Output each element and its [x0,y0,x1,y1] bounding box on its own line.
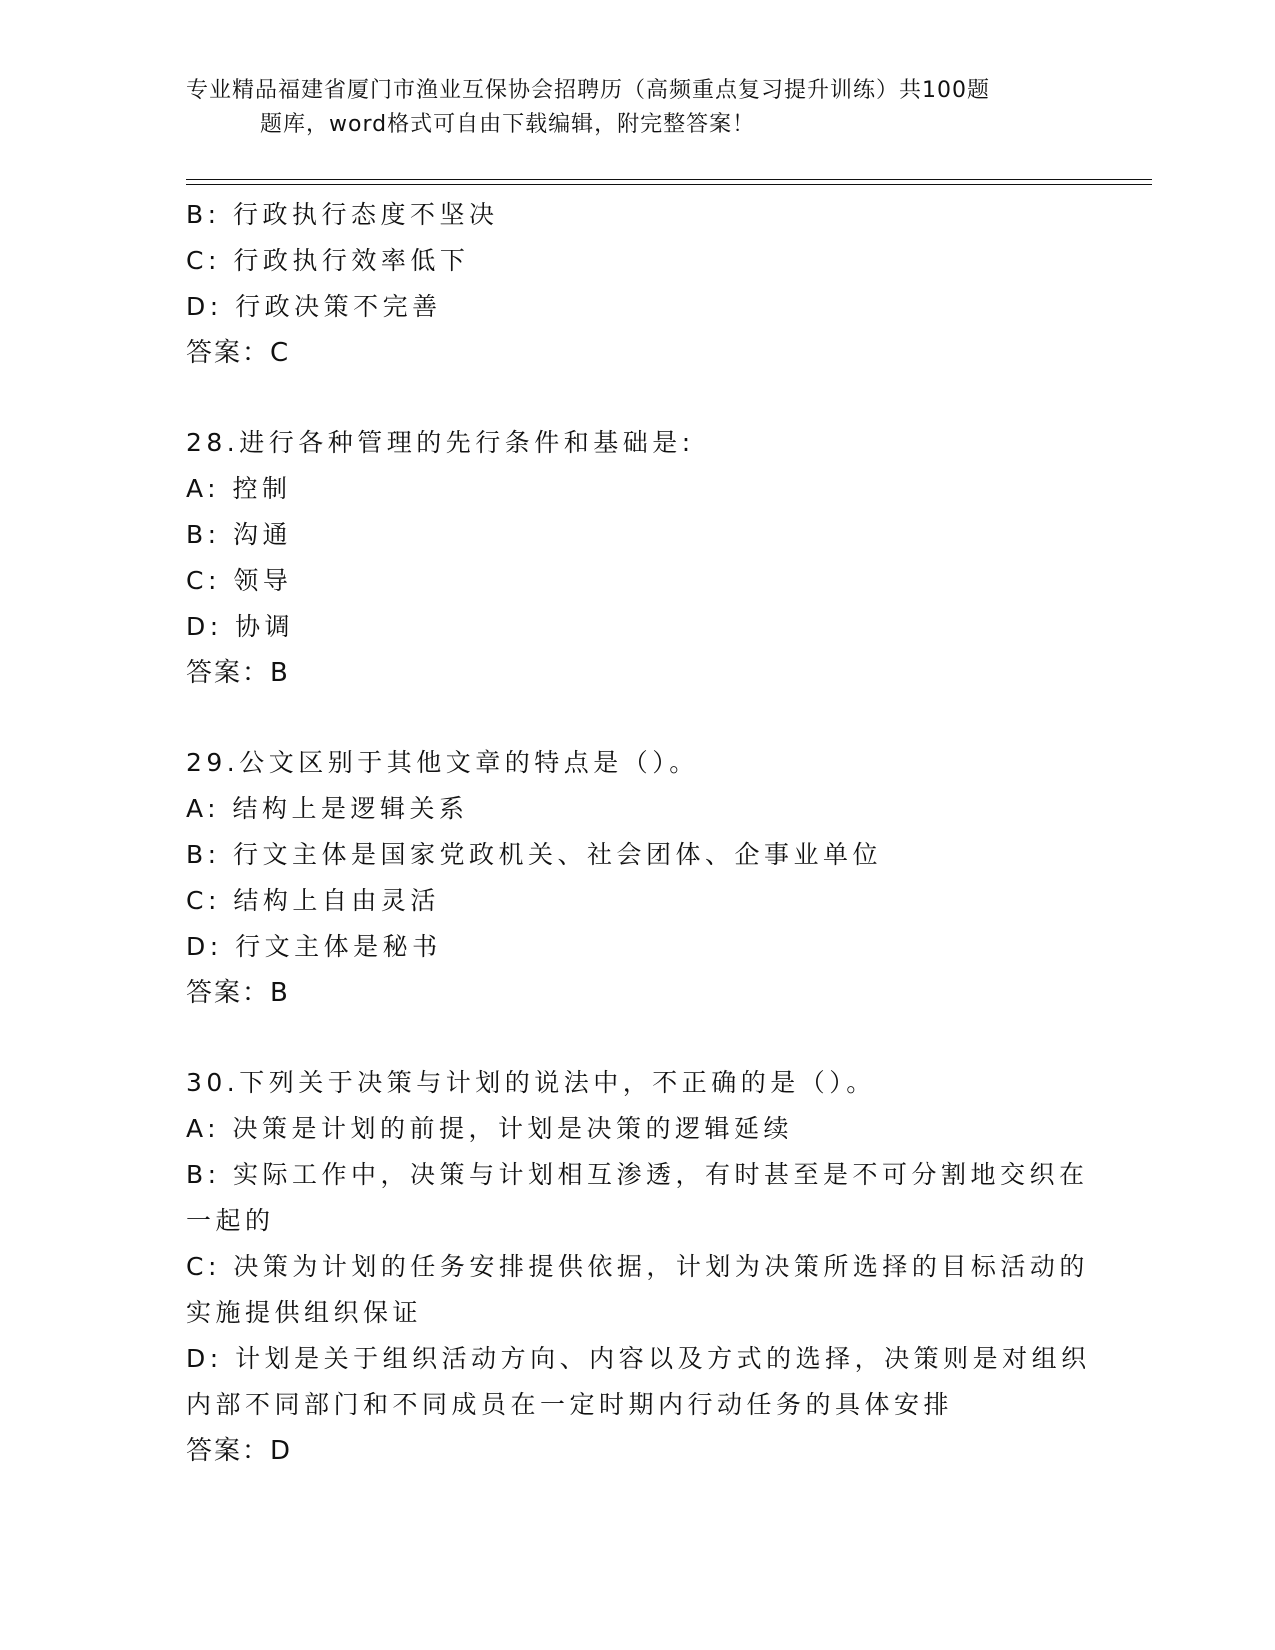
option-d: D: 行文主体是秘书 [186,932,442,961]
option-c: C: 决策为计划的任务安排提供依据，计划为决策所选择的目标活动的 [186,1252,1089,1281]
option-d-continued: 内部不同部门和不同成员在一定时期内行动任务的具体安排 [186,1390,954,1419]
option-d: D: 计划是关于组织活动方向、内容以及方式的选择，决策则是对组织 [186,1344,1091,1373]
option-c: C: 领导 [186,566,293,595]
spacer [186,696,1086,740]
option-b: B: 实际工作中，决策与计划相互渗透，有时甚至是不可分割地交织在 [186,1160,1089,1189]
option-d: D: 协调 [186,612,295,641]
question-29 [186,740,1086,1016]
option-b: B: 行文主体是国家党政机关、社会团体、企事业单位 [186,840,883,869]
answer: 答案：D [186,1436,293,1466]
option-d: D: 行政决策不完善 [186,292,442,321]
option-a: A: 结构上是逻辑关系 [186,794,469,823]
page-header [186,74,1066,142]
option-c: C: 行政执行效率低下 [186,246,470,275]
answer: 答案：C [186,338,291,368]
question-list [186,192,1091,1474]
question-30 [186,1060,1091,1474]
header-divider-bottom [186,184,1152,185]
answer: 答案：B [186,978,290,1008]
spacer [186,376,1086,420]
question-28 [186,420,1086,696]
question-text: 28.进行各种管理的先行条件和基础是: [186,428,695,457]
option-c-continued: 实施提供组织保证 [186,1298,423,1327]
header-divider-top [186,179,1152,180]
question-text: 30.下列关于决策与计划的说法中，不正确的是（）。 [186,1068,876,1097]
question-27-tail [186,192,1086,376]
header-line-2: 题库，word格式可自由下载编辑，附完整答案！ [260,112,756,137]
option-b: B: 沟通 [186,520,293,549]
option-b-continued: 一起的 [186,1206,275,1235]
option-a: A: 决策是计划的前提，计划是决策的逻辑延续 [186,1114,794,1143]
question-text: 29.公文区别于其他文章的特点是（）。 [186,748,699,777]
spacer [186,1016,1086,1060]
answer: 答案：B [186,658,290,688]
header-line-1: 专业精品福建省厦门市渔业互保协会招聘历（高频重点复习提升训练）共100题 [186,78,990,103]
option-b: B: 行政执行态度不坚决 [186,200,499,229]
option-a: A: 控制 [186,474,292,503]
option-c: C: 结构上自由灵活 [186,886,440,915]
